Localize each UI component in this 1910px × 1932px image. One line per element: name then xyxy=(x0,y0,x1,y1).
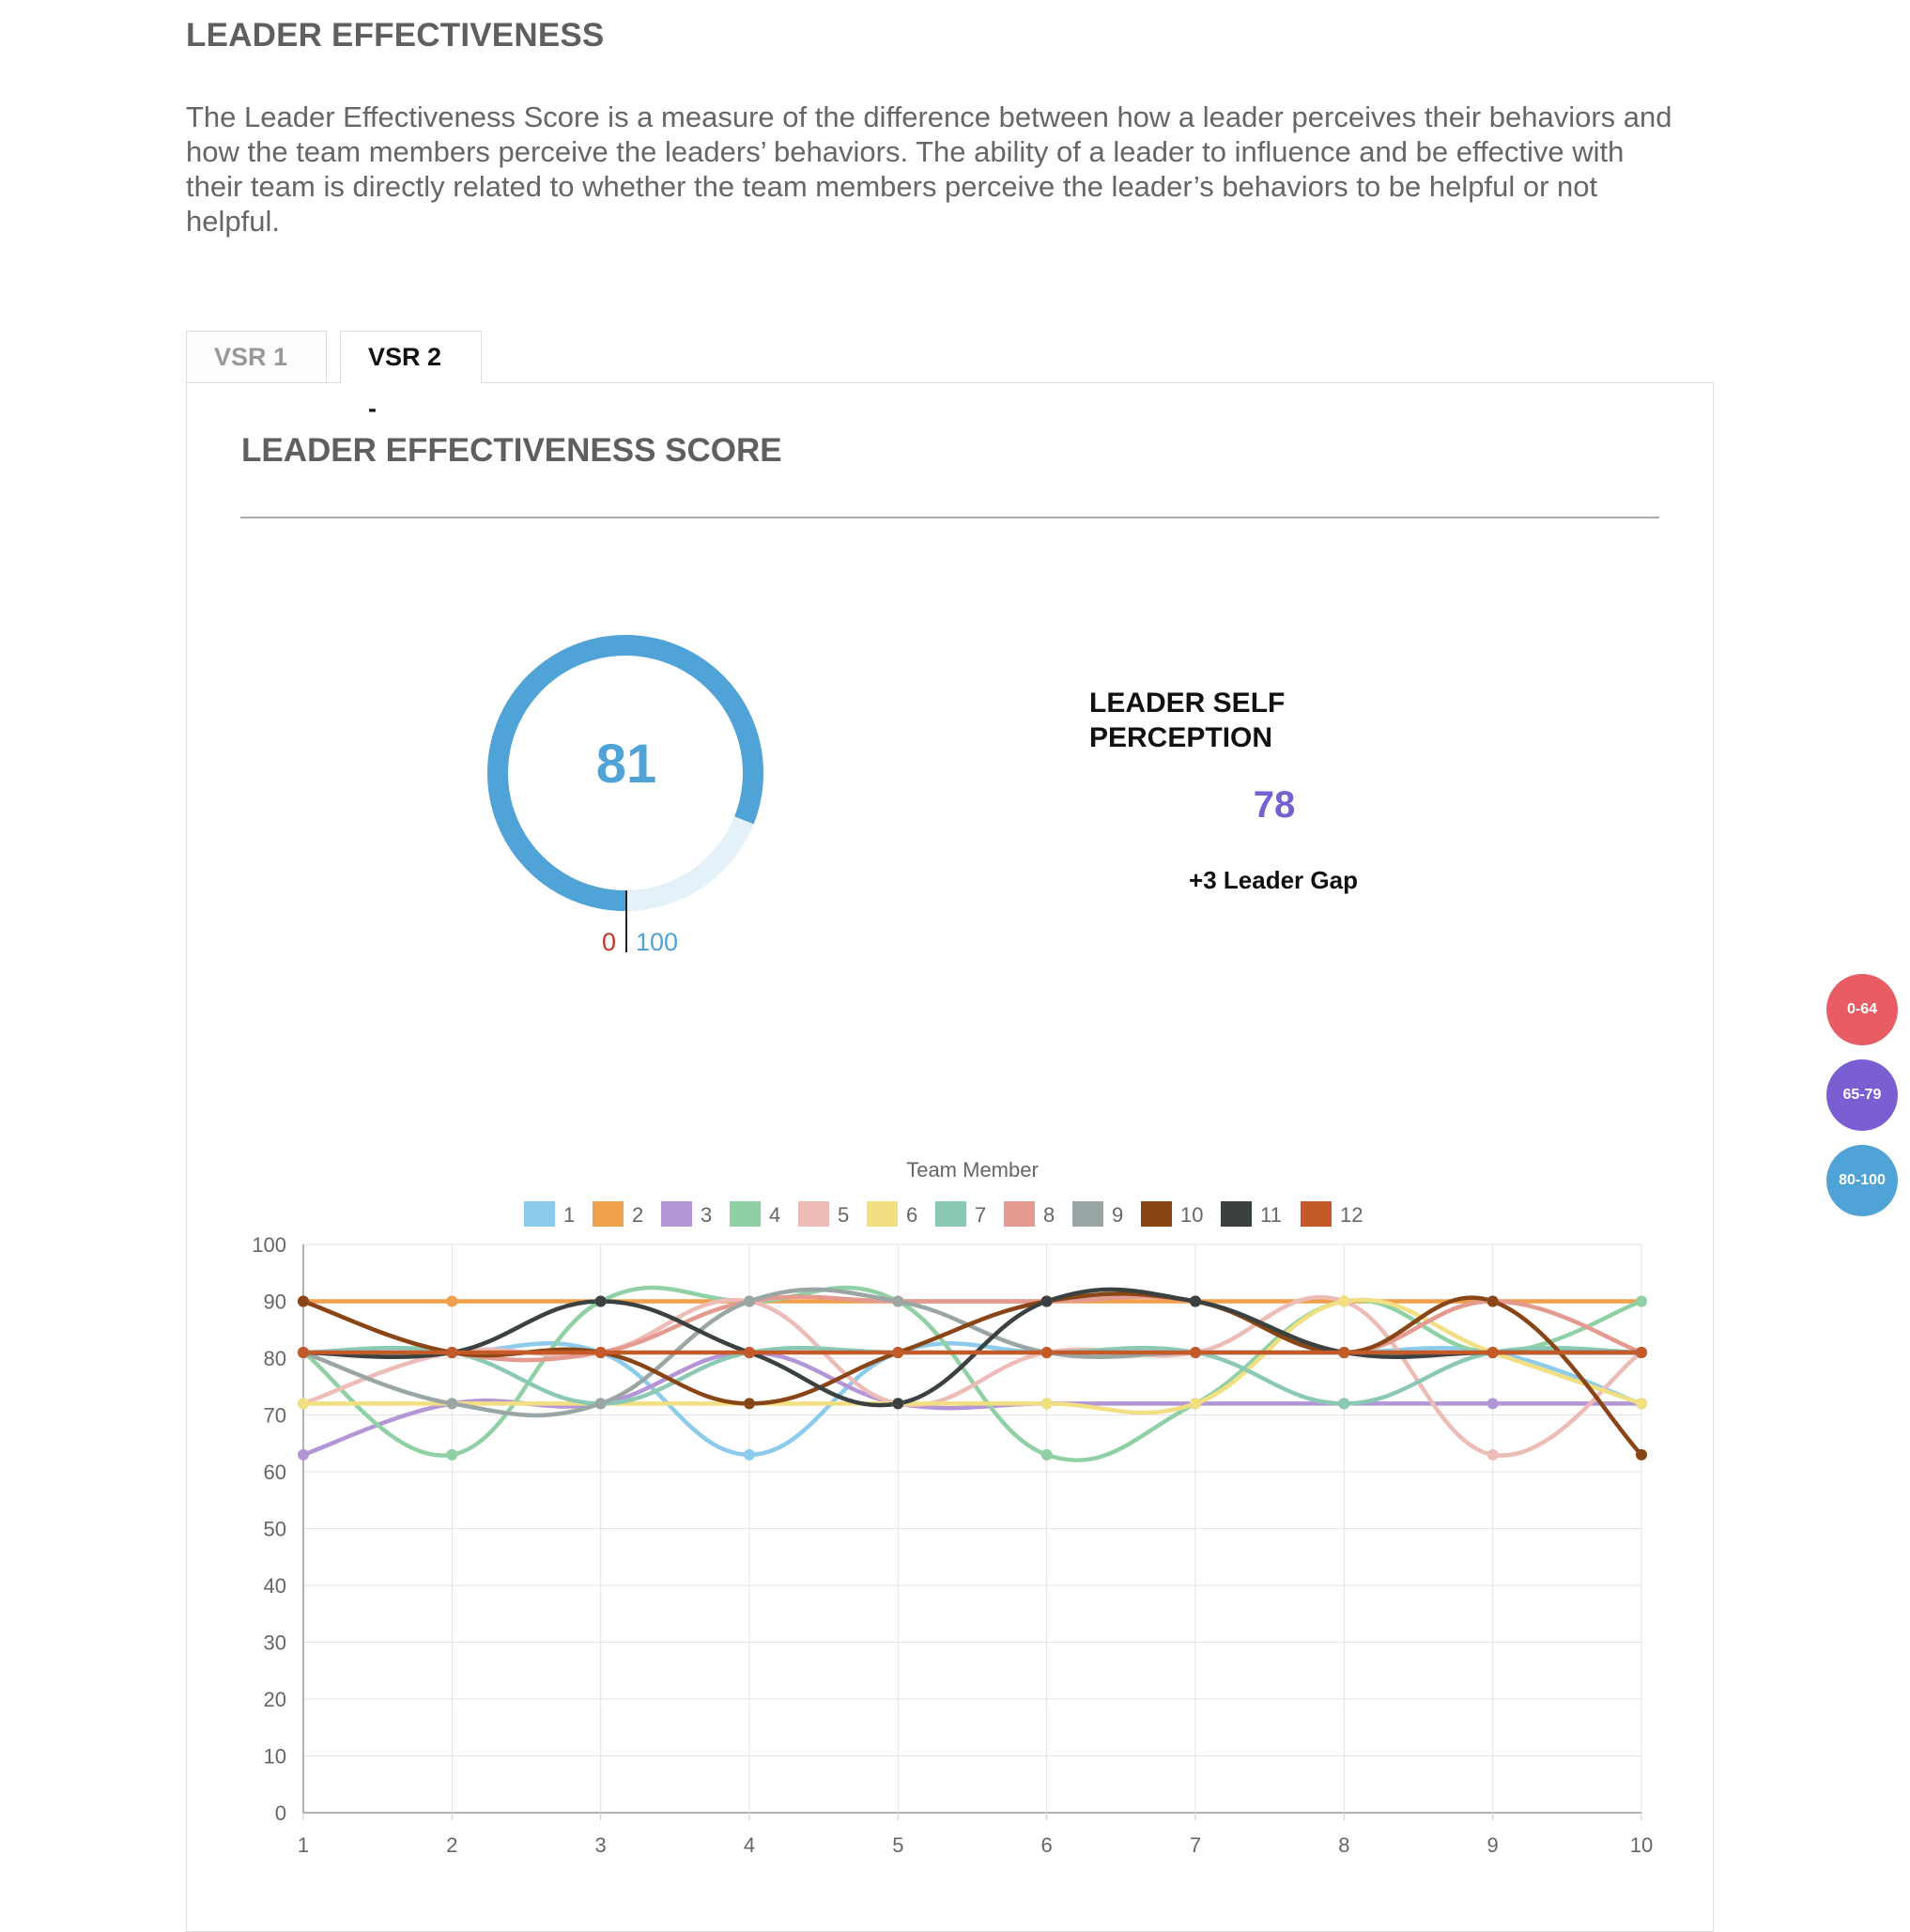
legend-label-9: 9 xyxy=(1112,1203,1124,1227)
point-s1-x4 xyxy=(744,1449,755,1461)
team-member-chart xyxy=(225,1146,1671,1888)
point-s4-x6 xyxy=(1041,1449,1053,1461)
x-tick-label-10: 10 xyxy=(1629,1833,1654,1857)
range-badge-high[interactable]: 80-100 xyxy=(1826,1145,1898,1216)
panel-divider xyxy=(240,517,1659,518)
point-s9-x2 xyxy=(446,1398,457,1409)
x-tick-label-2: 2 xyxy=(446,1833,458,1857)
x-tick-label-4: 4 xyxy=(743,1833,756,1857)
legend-label-5: 5 xyxy=(838,1203,850,1227)
legend-swatch-8 xyxy=(1004,1201,1035,1227)
legend-label-11: 11 xyxy=(1260,1203,1282,1227)
legend-swatch-4 xyxy=(730,1201,761,1227)
point-s12-x9 xyxy=(1487,1347,1499,1358)
y-tick-label-90: 90 xyxy=(263,1290,286,1314)
point-s12-x2 xyxy=(446,1347,457,1358)
point-s5-x9 xyxy=(1487,1449,1499,1461)
point-s12-x1 xyxy=(298,1347,309,1358)
point-s7-x8 xyxy=(1338,1398,1349,1409)
point-s10-x9 xyxy=(1487,1296,1499,1307)
point-s6-x10 xyxy=(1636,1398,1647,1409)
legend-swatch-12 xyxy=(1301,1201,1332,1227)
gauge-max-label: 100 xyxy=(636,928,679,956)
y-tick-label-50: 50 xyxy=(263,1517,286,1541)
point-s9-x3 xyxy=(595,1398,607,1409)
point-s11-x5 xyxy=(892,1398,903,1409)
point-s6-x7 xyxy=(1190,1398,1201,1409)
chart-title: Team Member xyxy=(906,1158,1039,1182)
point-s12-x3 xyxy=(595,1347,607,1358)
point-s12-x8 xyxy=(1338,1347,1349,1358)
point-s12-x4 xyxy=(744,1347,755,1358)
point-s12-x6 xyxy=(1041,1347,1053,1358)
legend-label-8: 8 xyxy=(1043,1203,1055,1227)
y-tick-label-80: 80 xyxy=(263,1347,286,1370)
x-tick-label-3: 3 xyxy=(594,1833,607,1857)
y-tick-label-60: 60 xyxy=(263,1461,286,1484)
point-s11-x6 xyxy=(1041,1296,1053,1307)
leader-gap: +3 Leader Gap xyxy=(1189,866,1358,894)
y-tick-label-40: 40 xyxy=(263,1574,286,1598)
point-s2-x2 xyxy=(446,1296,457,1307)
point-s4-x2 xyxy=(446,1449,457,1461)
point-s6-x8 xyxy=(1338,1296,1349,1307)
line-chart-svg xyxy=(225,1146,1671,1888)
gauge-min-label: 0 xyxy=(602,928,617,956)
legend-label-12: 12 xyxy=(1340,1203,1363,1227)
point-s9-x4 xyxy=(744,1296,755,1307)
y-tick-label-10: 10 xyxy=(263,1744,286,1769)
legend-swatch-2 xyxy=(593,1201,624,1227)
legend-swatch-11 xyxy=(1221,1201,1252,1227)
x-tick-label-5: 5 xyxy=(892,1833,904,1857)
x-tick-label-8: 8 xyxy=(1338,1833,1350,1857)
point-s9-x5 xyxy=(892,1296,903,1307)
legend-swatch-5 xyxy=(798,1201,829,1227)
legend-label-10: 10 xyxy=(1180,1203,1204,1227)
self-perception-title: LEADER SELF PERCEPTION xyxy=(1089,688,1286,753)
point-s6-x6 xyxy=(1041,1398,1053,1409)
legend-label-4: 4 xyxy=(769,1203,781,1227)
page-description: The Leader Effectiveness Score is a measure of the difference between how a leader perceives their behaviors and how the team members perceive the leaders’ behaviors. The ability of a leader to influence and be effective with their team is directly related to whether the team members perceive the leader’s behaviors to be helpful or not helpful. xyxy=(186,100,1672,238)
point-s12-x7 xyxy=(1190,1347,1201,1358)
legend-swatch-9 xyxy=(1072,1201,1103,1227)
series-line-10 xyxy=(303,1293,1641,1455)
legend-label-6: 6 xyxy=(906,1203,918,1227)
legend-label-7: 7 xyxy=(975,1203,987,1227)
legend-swatch-1 xyxy=(524,1201,555,1227)
point-s10-x1 xyxy=(298,1296,309,1307)
y-tick-label-20: 20 xyxy=(263,1688,286,1711)
point-s12-x5 xyxy=(892,1347,903,1358)
legend-swatch-3 xyxy=(661,1201,692,1227)
point-s3-x9 xyxy=(1487,1398,1499,1409)
gauge-zero-marker xyxy=(625,890,627,952)
legend-label-1: 1 xyxy=(563,1203,576,1227)
legend-label-2: 2 xyxy=(632,1203,644,1227)
legend-swatch-7 xyxy=(935,1201,966,1227)
legend-swatch-6 xyxy=(867,1201,898,1227)
legend-swatch-10 xyxy=(1141,1201,1172,1227)
x-tick-label-9: 9 xyxy=(1486,1833,1499,1857)
y-tick-label-100: 100 xyxy=(252,1233,286,1257)
point-s10-x10 xyxy=(1636,1449,1647,1461)
x-tick-label-1: 1 xyxy=(297,1833,310,1857)
page-title: LEADER EFFECTIVENESS xyxy=(186,17,605,54)
point-s10-x4 xyxy=(744,1398,755,1409)
point-s12-x10 xyxy=(1636,1347,1647,1358)
y-tick-label-30: 30 xyxy=(263,1631,286,1655)
gauge-value: 81 xyxy=(595,734,657,795)
point-s11-x7 xyxy=(1190,1296,1201,1307)
panel-title: LEADER EFFECTIVENESS SCORE xyxy=(241,432,782,469)
point-s3-x1 xyxy=(298,1449,309,1461)
self-perception-value: 78 xyxy=(1253,784,1296,826)
point-s6-x1 xyxy=(298,1398,309,1409)
x-tick-label-6: 6 xyxy=(1040,1833,1053,1857)
point-s11-x3 xyxy=(595,1296,607,1307)
point-s4-x10 xyxy=(1636,1296,1647,1307)
legend-label-3: 3 xyxy=(701,1203,713,1227)
x-tick-label-7: 7 xyxy=(1189,1833,1202,1857)
y-tick-label-0: 0 xyxy=(274,1801,286,1825)
range-badge-low[interactable]: 0-64 xyxy=(1826,974,1898,1045)
tab-vsr-2[interactable]: VSR 2 - xyxy=(340,331,482,383)
range-badge-mid[interactable]: 65-79 xyxy=(1826,1059,1898,1131)
y-tick-label-70: 70 xyxy=(263,1403,286,1428)
tab-vsr-1[interactable]: VSR 1 xyxy=(186,331,327,382)
